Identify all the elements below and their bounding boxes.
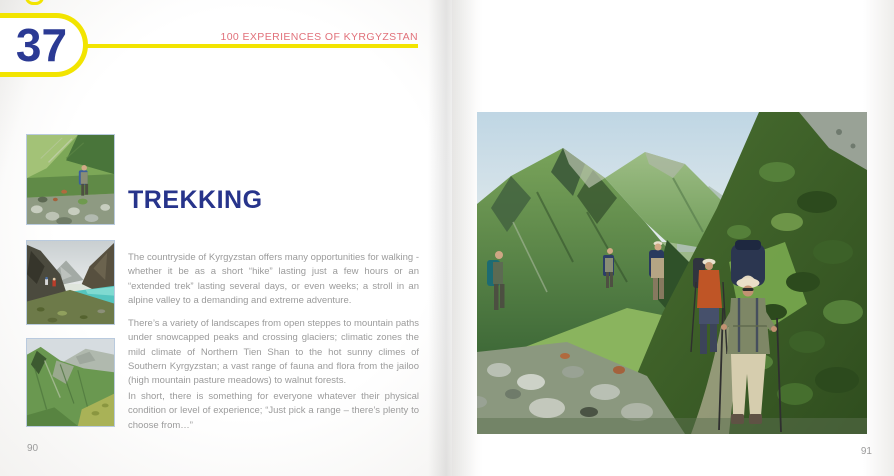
page-number-left: 90 bbox=[27, 443, 39, 454]
header-rule bbox=[84, 44, 418, 48]
thumbnail-photo-lake-valley bbox=[26, 240, 115, 325]
thumbnail-green-ridges-illustration bbox=[27, 339, 114, 426]
trekkers-valley-illustration bbox=[477, 112, 867, 434]
chapter-number: 37 bbox=[15, 19, 68, 71]
body-paragraph-1: The countryside of Kyrgyzstan offers many opportunities for walking - whether it be as a short “hike” lasting just a few hours or an “extended trek” lasting several days, or even weeks; a stroll in an alpine valley to a demanding and extreme adventure. bbox=[128, 252, 419, 306]
book-title-header: 100 EXPERIENCES OF KYRGYZSTAN bbox=[220, 31, 418, 43]
chapter-number-badge bbox=[0, 13, 88, 77]
thumbnail-stream-hiker-illustration bbox=[27, 135, 114, 224]
body-paragraph-2: There’s a variety of landscapes from open steppes to mountain paths under snowcapped peaks and crossing glaciers; climatic zones the mild climate of Northern Tien Shan to the hot sunny climes of Southern Kyrgyzstan; a vast range of fauna and flora from the jailoo (high mountain pasture meadows) to walnut forests. bbox=[128, 318, 419, 387]
page-title: TREKKING bbox=[128, 186, 263, 214]
thumbnail-lake-valley-illustration bbox=[27, 241, 114, 324]
body-paragraph-3: In short, there is something for everyone whatever their physical condition or level of experience; “Just pick a range – there’s plenty to choose from…” bbox=[128, 391, 419, 431]
thumbnail-photo-green-ridges bbox=[26, 338, 115, 427]
thumbnail-photo-stream-hiker bbox=[26, 134, 115, 225]
page-number-right: 91 bbox=[860, 446, 872, 457]
main-photo-trekkers-valley bbox=[477, 112, 867, 434]
decorative-yellow-arc bbox=[25, 0, 44, 5]
